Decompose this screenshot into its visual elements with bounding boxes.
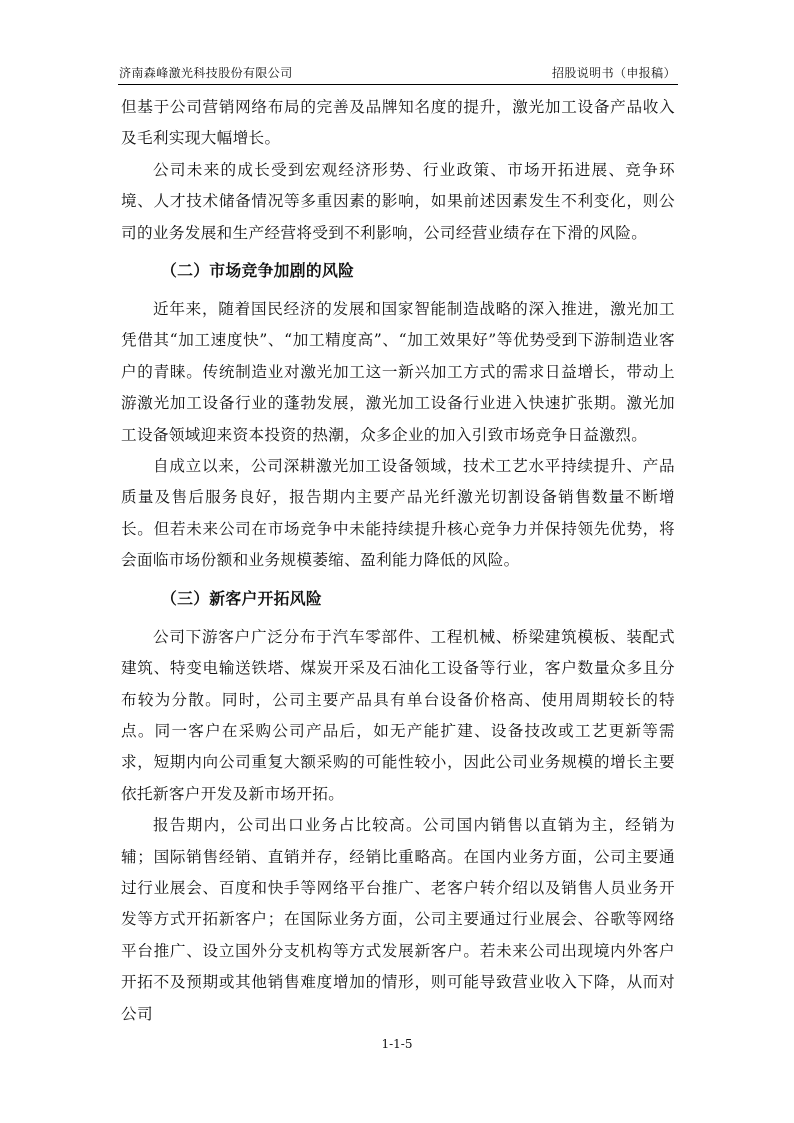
paragraph-customer-distribution: 公司下游客户广泛分布于汽车零部件、工程机械、桥梁建筑模板、装配式建筑、特变电输送铁塔、煤炭开采及石油化工设备等行业，客户数量众多且分布较为分散。同时，公司主要产品具有单台设备价格高、使用周期较长的特点。同一客户在采购公司产品后，如无产能扩建、设备技改或工艺更新等需求，短期内向公司重复大额采购的可能性较小，因此公司业务规模的增长主要依托新客户开发及新市场开拓。 (121, 627, 675, 803)
paragraph-company-competition: 自成立以来，公司深耕激光加工设备领域，技术工艺水平持续提升、产品质量及售后服务良好，报告期内主要产品光纤激光切割设备销售数量不断增长。但若未来公司在市场竞争中未能持续提升核心竞争力并保持领先优势，将会面临市场份额和业务规模萎缩、盈利能力降低的风险。 (121, 457, 675, 570)
paragraph-growth-factors: 公司未来的成长受到宏观经济形势、行业政策、市场开拓进展、竞争环境、人才技术储备情况等多重因素的影响，如果前述因素发生不利变化，则公司的业务发展和生产经营将受到不利影响，公司经营业绩存在下滑的风险。 (121, 160, 675, 242)
paragraph-industry-background: 近年来，随着国民经济的发展和国家智能制造战略的深入推进，激光加工凭借其“加工速度快”、“加工精度高”、“加工效果好”等优势受到下游制造业客户的青睐。传统制造业对激光加工这一新兴加工方式的需求日益增长，带动上游激光加工设备行业的蓬勃发展，激光加工设备行业进入快速扩张期。激光加工设备领域迎来资本投资的热潮，众多企业的加入引致市场竞争日益激烈。 (121, 300, 675, 444)
header-company-name: 济南森峰激光科技股份有限公司 (119, 66, 293, 80)
document-body (121, 92, 675, 1030)
paragraph-sales-channels: 报告期内，公司出口业务占比较高。公司国内销售以直销为主，经销为辅；国际销售经销、直销并存，经销比重略高。在国内业务方面，公司主要通过行业展会、百度和快手等网络平台推广、老客户转介绍以及销售人员业务开发等方式开拓新客户；在国际业务方面，公司主要通过行业展会、谷歌等网络平台推广、设立国外分支机构等方式发展新客户。若未来公司出现境内外客户开拓不及预期或其他销售难度增加的情形，则可能导致营业收入下降，从而对公司 (121, 816, 675, 1023)
paragraph-continued: 但基于公司营销网络布局的完善及品牌知名度的提升，激光加工设备产品收入及毛利实现大幅增长。 (121, 98, 675, 148)
page-number: 1-1-5 (381, 1037, 413, 1051)
section-heading-new-customer: （三）新客户开拓风险 (161, 588, 322, 608)
header-document-title: 招股说明书（申报稿） (551, 66, 676, 80)
section-heading-market-competition: （二）市场竞争加剧的风险 (161, 261, 355, 281)
page-header (118, 64, 678, 85)
